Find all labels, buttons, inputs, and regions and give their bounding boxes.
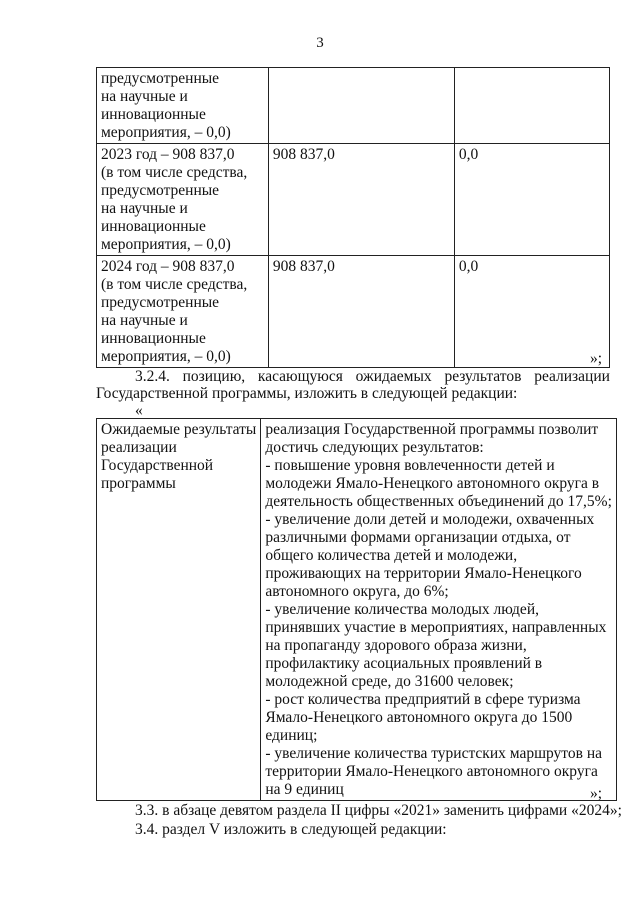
table-cell-label [97,419,261,801]
table-cell [97,256,269,368]
table-row [97,144,610,256]
paragraph-3-2-4-line2: Государственной программы, изложить в следующей редакции: [96,385,518,402]
cell-line: автономного округа, до 6%; [265,583,449,600]
page-number: 3 [316,35,324,51]
cell-line: программы [101,475,176,492]
table-cell-content [261,419,617,801]
table-cell: 908 837,0 [268,144,454,256]
cell-line: реализации [101,439,177,456]
word: 3.2.4. [135,368,170,385]
cell-line: молодежной среде, до 31600 человек; [265,673,514,690]
cell-line: Государственной [101,457,214,474]
funding-table [96,67,610,368]
cell-line: 2024 год – 908 837,0 [101,258,235,275]
paragraph-3-2-4-line1 [135,368,610,386]
word: ожидаемых [355,368,432,385]
table-cell [268,68,454,144]
cell-line: (в том числе средства, [101,164,248,181]
word: касающуюся [257,368,343,385]
cell-line: Ожидаемые результаты [101,421,257,438]
word: результатов [444,368,522,385]
table-cell [454,68,609,144]
cell-line: предусмотренные [101,294,220,311]
table-row [97,68,610,144]
cell-line: 2023 год – 908 837,0 [101,146,235,163]
table-row [97,256,610,368]
cell-line: инновационные [101,218,206,235]
cell-line: - увеличение доли детей и молодежи, охваченных [265,511,595,528]
cell-line: достичь следующих результатов: [265,439,484,456]
cell-line: деятельность общественных объединений до 17,5%; [265,493,612,510]
cell-line: инновационные [101,106,206,123]
cell-line: территории Ямало-Ненецкого автономного округа [265,763,598,780]
cell-line: мероприятия, – 0,0) [101,348,231,365]
cell-line: - повышение уровня вовлеченности детей и [265,457,555,474]
cell-line: различными формами организации отдыха, от [265,529,571,546]
table-row [97,419,617,801]
cell-line: на научные и [101,312,188,329]
opening-quote: « [135,402,143,419]
cell-line: (в том числе средства, [101,276,248,293]
word: позицию, [182,368,246,385]
closing-quote: »; [590,350,603,367]
cell-line: предусмотренные [101,70,220,87]
cell-line: молодежи Ямало-Ненецкого автономного округа в [265,475,600,492]
cell-line: на 9 единиц [265,781,344,798]
cell-line: - рост количества предприятий в сфере туризма [265,691,581,708]
cell-line: мероприятия, – 0,0) [101,236,231,253]
table-cell [97,144,269,256]
table-cell: 0,0 [454,144,609,256]
cell-line: инновационные [101,330,206,347]
cell-line: мероприятия, – 0,0) [101,124,231,141]
cell-line: на научные и [101,200,188,217]
cell-line: Ямало-Ненецкого автономного округа до 1500 [265,709,573,726]
results-table [96,418,617,801]
cell-line: - увеличение количества молодых людей, [265,601,539,618]
paragraph-3-3: 3.3. в абзаце девятом раздела II цифры «2021» заменить цифрами «2024»; [135,802,622,819]
table-cell: 0,0 [454,256,609,368]
cell-line: реализация Государственной программы позволит [265,421,599,438]
cell-line: - увеличение количества туристских маршрутов на [265,745,602,762]
cell-line: профилактику асоциальных проявлений в [265,655,543,672]
table-cell: 908 837,0 [268,256,454,368]
cell-line: на научные и [101,88,188,105]
table-cell [97,68,269,144]
paragraph-3-4: 3.4. раздел V изложить в следующей редакции: [135,821,447,838]
closing-quote: »; [590,785,603,802]
cell-line: проживающих на территории Ямало-Ненецкого [265,565,582,582]
cell-line: общего количества детей и молодежи, [265,547,518,564]
word: реализации [534,368,610,385]
cell-line: единиц; [265,727,318,744]
cell-line: предусмотренные [101,182,220,199]
cell-line: на пропаганду здорового образа жизни, [265,637,527,654]
cell-line: принявших участие в мероприятиях, направленных [265,619,607,636]
